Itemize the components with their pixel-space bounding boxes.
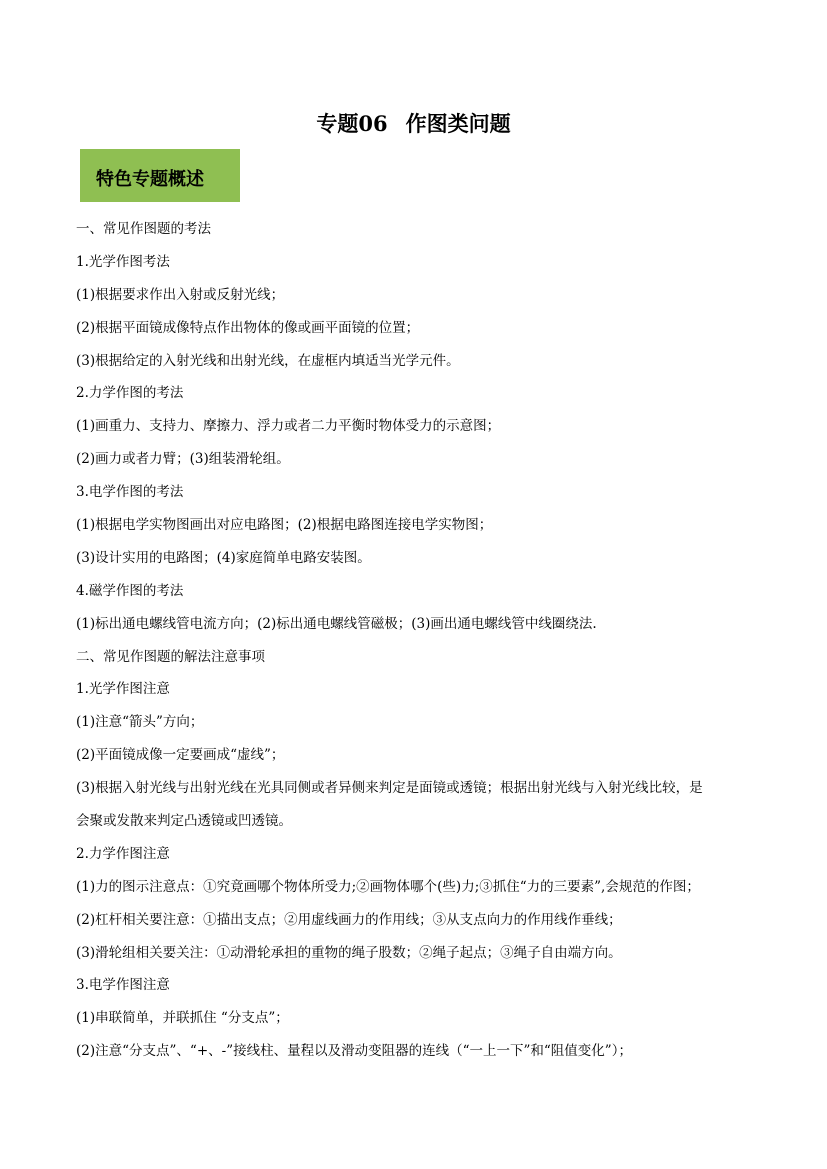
- subsection-heading: 1.光学作图考法: [76, 253, 170, 270]
- title-main: 专题06: [316, 111, 388, 136]
- paragraph-line: (3)设计实用的电路图；(4)家庭简单电路安装图。: [76, 549, 371, 566]
- title-sub: 作图类问题: [405, 111, 511, 136]
- paragraph-line: (1)标出通电螺线管电流方向；(2)标出通电螺线管磁极；(3)画出通电螺线管中线圈绕法.: [76, 615, 597, 632]
- section-heading: 一、常见作图题的考法: [76, 221, 211, 237]
- paragraph-line: (1)力的图示注意点：①究竟画哪个物体所受力;②画物体哪个(些)力;③抓住“力的三要素”,会规范的作图；: [76, 878, 700, 895]
- document-body: [76, 213, 756, 1068]
- paragraph-line: (2)平面镜成像一定要画成“虚线”；: [76, 747, 285, 764]
- section-heading: 二、常见作图题的解法注意事项: [76, 648, 265, 665]
- paragraph-line: (1)串联简单，并联抓住 “分支点”；: [76, 1010, 289, 1027]
- paragraph-line: (1)画重力、支持力、摩擦力、浮力或者二力平衡时物体受力的示意图；: [76, 418, 501, 435]
- subsection-heading: 1.光学作图注意: [76, 681, 170, 698]
- subsection-heading: 3.电学作图的考法: [76, 484, 184, 501]
- section-banner: [80, 149, 240, 202]
- paragraph-line: (2)根据平面镜成像特点作出物体的像或画平面镜的位置；: [76, 319, 420, 336]
- subsection-heading: 3.电学作图注意: [76, 977, 170, 994]
- paragraph-line: (3)根据给定的入射光线和出射光线，在虚框内填适当光学元件。: [76, 352, 460, 369]
- subsection-heading: 4.磁学作图的考法: [76, 582, 184, 599]
- paragraph-line: (1)根据要求作出入射或反射光线；: [76, 286, 285, 303]
- paragraph-line: (1)根据电学实物图画出对应电路图；(2)根据电路图连接电学实物图；: [76, 517, 493, 534]
- paragraph-line: (1)注意“箭头”方向；: [76, 714, 204, 731]
- subsection-heading: 2.力学作图注意: [76, 845, 170, 862]
- banner-label: 特色专题概述: [96, 169, 204, 190]
- paragraph-line: (2)画力或者力臂；(3)组装滑轮组。: [76, 451, 290, 468]
- page-title: [0, 108, 827, 138]
- paragraph-line: (3)滑轮组相关要关注：①动滑轮承担的重物的绳子股数；②绳子起点；③绳子自由端方向。: [76, 944, 622, 961]
- paragraph-line: (2)注意“分支点”、“+、-”接线柱、量程以及滑动变阻器的连线（“一上一下”和“阻值变化”）；: [76, 1043, 632, 1060]
- subsection-heading: 2.力学作图的考法: [76, 385, 184, 402]
- paragraph-line: 会聚或发散来判定凸透镜或凹透镜。: [76, 813, 292, 830]
- paragraph-line: (2)杠杆相关要注意：①描出支点；②用虚线画力的作用线；③从支点向力的作用线作垂线；: [76, 911, 622, 928]
- paragraph-line: (3)根据入射光线与出射光线在光具同侧或者异侧来判定是面镜或透镜；根据出射光线与入射光线比较，是: [76, 780, 703, 797]
